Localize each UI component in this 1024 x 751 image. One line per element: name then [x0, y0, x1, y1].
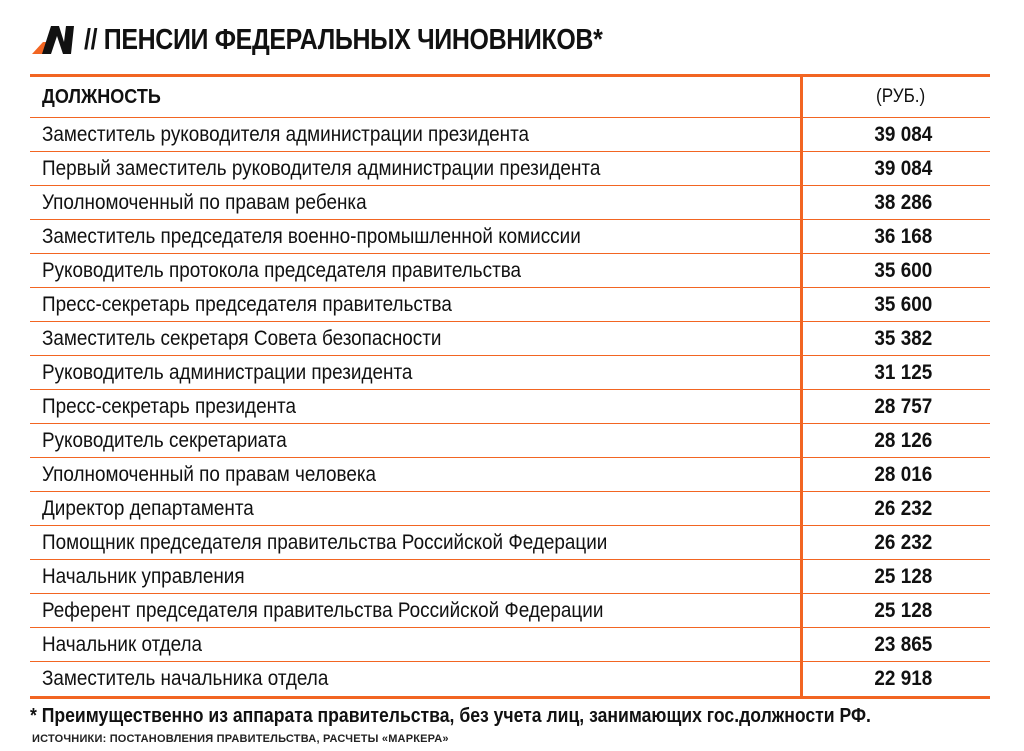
position-cell: Уполномоченный по правам человека — [42, 462, 377, 486]
pension-value-cell: 23 865 — [874, 632, 932, 656]
position-cell: Первый заместитель руководителя администрации президента — [42, 156, 601, 180]
pension-value-cell: 26 232 — [874, 530, 932, 554]
pension-value-cell: 35 600 — [874, 292, 932, 316]
position-cell: Референт председателя правительства Российской Федерации — [42, 598, 604, 622]
table-row — [30, 151, 990, 185]
table-row — [30, 219, 990, 253]
table-row — [30, 457, 990, 491]
table-row — [30, 661, 990, 695]
position-cell: Заместитель секретаря Совета безопасности — [42, 326, 442, 350]
column-header-position: ДОЛЖНОСТЬ — [42, 85, 161, 108]
table-row — [30, 287, 990, 321]
pension-value-cell: 31 125 — [874, 360, 932, 384]
pension-value-cell: 36 168 — [874, 224, 932, 248]
position-cell: Заместитель председателя военно-промышленной комиссии — [42, 224, 581, 248]
pension-value-cell: 35 600 — [874, 258, 932, 282]
chart-title: // ПЕНСИИ ФЕДЕРАЛЬНЫХ ЧИНОВНИКОВ* — [84, 23, 603, 56]
sources-note: ИСТОЧНИКИ: ПОСТАНОВЛЕНИЯ ПРАВИТЕЛЬСТВА, РАСЧЕТЫ «МАРКЕРА» — [32, 733, 449, 745]
position-cell: Заместитель руководителя администрации президента — [42, 122, 530, 146]
table-row — [30, 593, 990, 627]
footnote: * Преимущественно из аппарата правительства, без учета лиц, занимающих гос.должности РФ. — [30, 705, 871, 727]
table-row — [30, 253, 990, 287]
pension-value-cell: 22 918 — [874, 666, 932, 690]
column-header-unit: (РУБ.) — [876, 86, 926, 107]
pension-value-cell: 25 128 — [874, 564, 932, 588]
table-row — [30, 321, 990, 355]
position-cell: Директор департамента — [42, 496, 254, 520]
table-row — [30, 355, 990, 389]
table-row — [30, 185, 990, 219]
table-row — [30, 525, 990, 559]
position-cell: Руководитель администрации президента — [42, 360, 413, 384]
position-cell: Заместитель начальника отдела — [42, 666, 329, 690]
position-cell: Руководитель секретариата — [42, 428, 287, 452]
pension-value-cell: 39 084 — [874, 156, 932, 180]
table-row — [30, 627, 990, 661]
pension-value-cell: 38 286 — [874, 190, 932, 214]
position-cell: Пресс-секретарь президента — [42, 394, 296, 418]
table-row — [30, 559, 990, 593]
pension-value-cell: 35 382 — [874, 326, 932, 350]
table-row — [30, 117, 990, 151]
position-cell: Помощник председателя правительства Российской Федерации — [42, 530, 608, 554]
table-row — [30, 423, 990, 457]
position-cell: Пресс-секретарь председателя правительства — [42, 292, 452, 316]
table-row — [30, 389, 990, 423]
position-cell: Руководитель протокола председателя правительства — [42, 258, 522, 282]
pension-value-cell: 28 757 — [874, 394, 932, 418]
position-cell: Начальник управления — [42, 564, 245, 588]
table-header-row — [30, 77, 990, 117]
pension-table — [30, 74, 990, 699]
pension-value-cell: 25 128 — [874, 598, 932, 622]
pension-value-cell: 28 126 — [874, 428, 932, 452]
pension-value-cell: 39 084 — [874, 122, 932, 146]
position-cell: Начальник отдела — [42, 632, 203, 656]
pension-value-cell: 28 016 — [874, 462, 932, 486]
chart-header — [30, 18, 687, 62]
position-cell: Уполномоченный по правам ребенка — [42, 190, 367, 214]
table-row — [30, 491, 990, 525]
m-logo-icon — [30, 20, 78, 60]
pension-value-cell: 26 232 — [874, 496, 932, 520]
